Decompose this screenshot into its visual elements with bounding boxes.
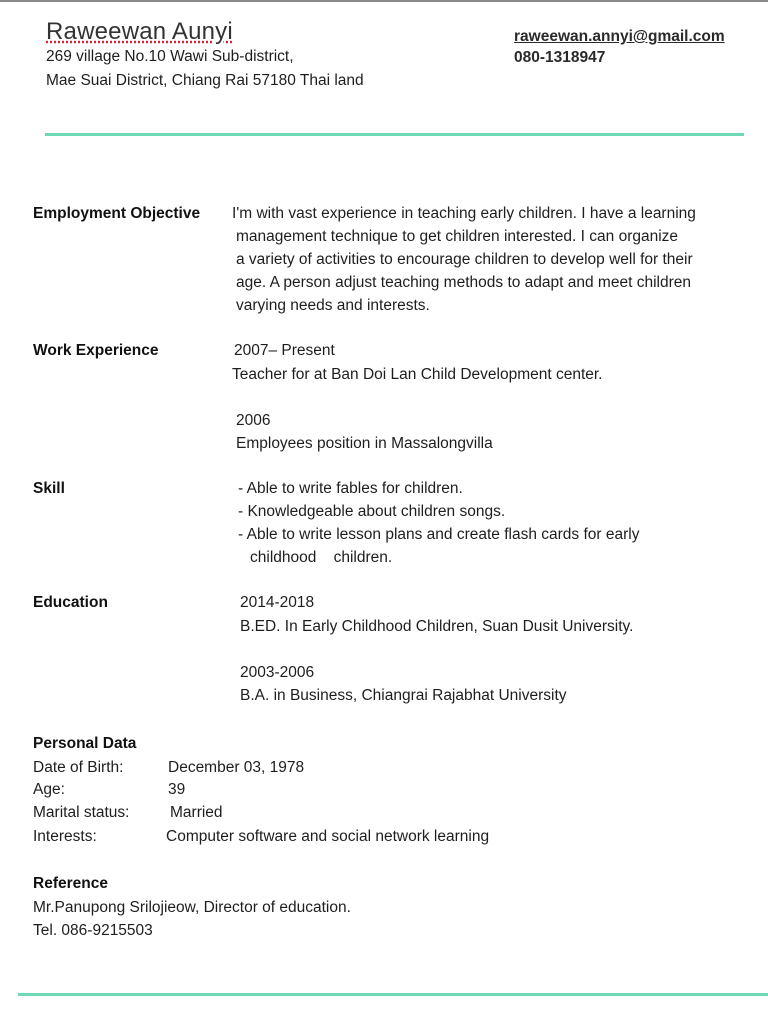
- personal-key: Marital status:: [33, 804, 130, 821]
- objective-line: a variety of activities to encourage children to develop well for their: [236, 251, 693, 268]
- personal-key: Interests:: [33, 828, 97, 845]
- objective-line: varying needs and interests.: [236, 297, 430, 314]
- reference-person: Mr.Panupong Srilojieow, Director of education.: [33, 899, 351, 916]
- objective-line: I'm with vast experience in teaching early children. I have a learning: [232, 205, 696, 222]
- work-description: Teacher for at Ban Doi Lan Child Development center.: [232, 366, 603, 383]
- work-description: Employees position in Massalongvilla: [236, 435, 493, 452]
- personal-value: Married: [170, 804, 223, 821]
- skill-item: - Able to write lesson plans and create flash cards for early: [238, 526, 640, 543]
- header-divider: [45, 133, 744, 136]
- section-label-education: Education: [33, 594, 108, 611]
- personal-key: Age:: [33, 781, 65, 798]
- education-description: B.ED. In Early Childhood Children, Suan Dusit University.: [240, 618, 634, 635]
- personal-value: Computer software and social network learning: [166, 828, 490, 845]
- email-link[interactable]: raweewan.annyi@gmail.com: [514, 28, 725, 45]
- personal-key: Date of Birth:: [33, 759, 124, 776]
- objective-line: age. A person adjust teaching methods to adapt and meet children: [236, 274, 691, 291]
- section-label-reference: Reference: [33, 875, 108, 892]
- skill-item-continuation: childhood children.: [250, 549, 393, 566]
- education-period: 2003-2006: [240, 664, 315, 681]
- work-period: 2007– Present: [234, 342, 335, 359]
- personal-value: December 03, 1978: [168, 759, 305, 776]
- education-period: 2014-2018: [240, 594, 315, 611]
- education-description: B.A. in Business, Chiangrai Rajabhat University: [240, 687, 567, 704]
- footer-divider: [18, 993, 768, 996]
- address-line-1: 269 village No.10 Wawi Sub-district,: [46, 48, 294, 65]
- applicant-name: Raweewan Aunyi: [46, 18, 233, 45]
- skill-item: - Knowledgeable about children songs.: [238, 503, 506, 520]
- section-label-work: Work Experience: [33, 342, 159, 359]
- skill-item: - Able to write fables for children.: [238, 480, 463, 497]
- section-label-personal: Personal Data: [33, 735, 137, 752]
- reference-phone: Tel. 086-9215503: [33, 922, 153, 939]
- work-period: 2006: [236, 412, 271, 429]
- phone-number: 080-1318947: [514, 49, 606, 66]
- section-label-objective: Employment Objective: [33, 205, 201, 222]
- page-top-border: [0, 0, 768, 2]
- address-line-2: Mae Suai District, Chiang Rai 57180 Thai land: [46, 72, 364, 89]
- section-label-skill: Skill: [33, 480, 65, 497]
- personal-value: 39: [168, 781, 186, 798]
- objective-line: management technique to get children interested. I can organize: [236, 228, 679, 245]
